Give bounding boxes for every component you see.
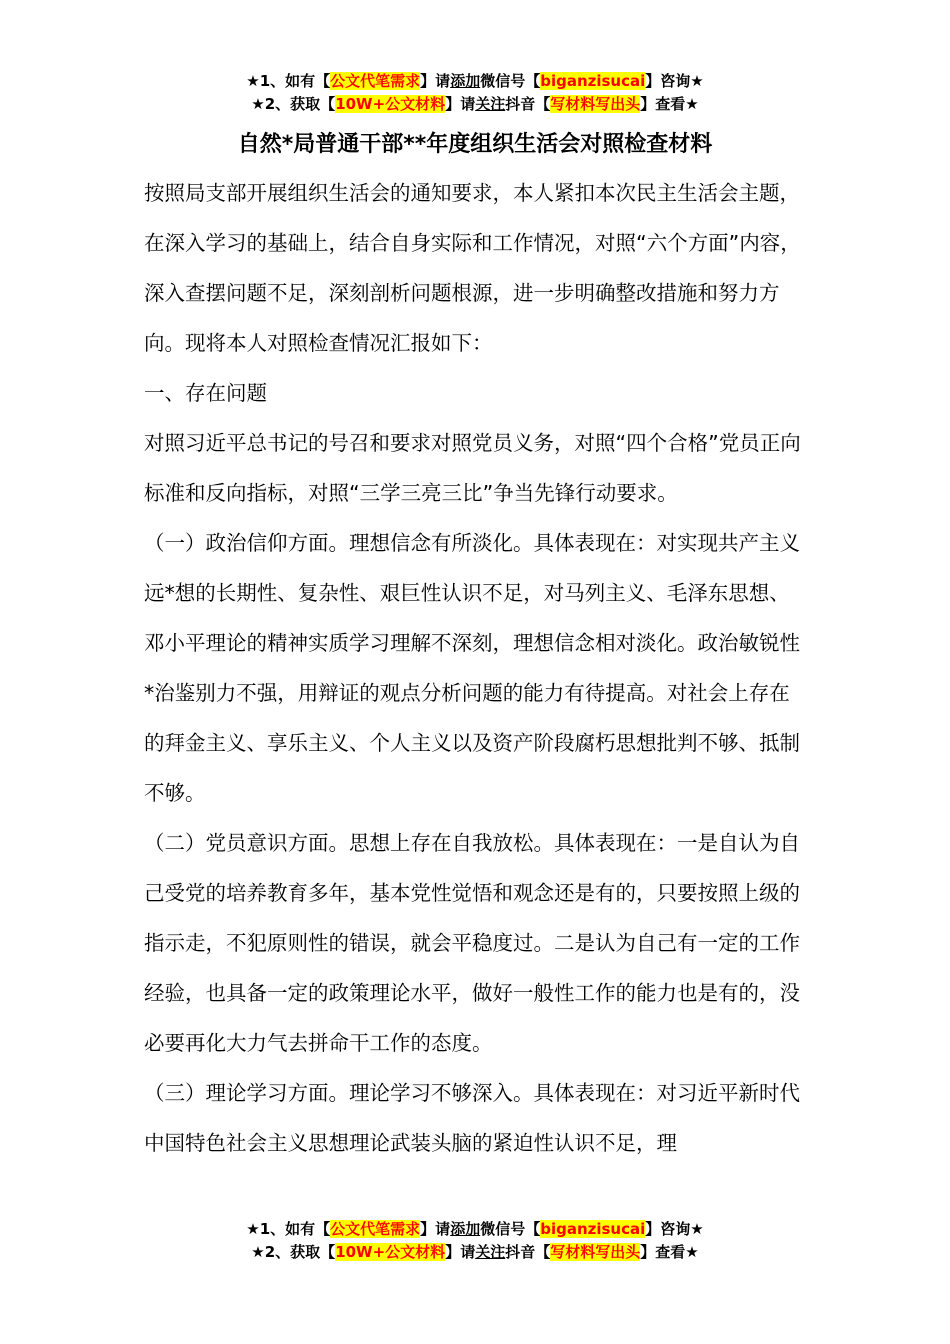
promo-text: 】请 [445, 95, 476, 113]
promo-text: 微信号【 [480, 1220, 541, 1238]
paragraph: （二）党员意识方面。思想上存在自我放松。具体表现在：一是自认为自己受党的培养教育多年，基本党性觉悟和观念还是有的，只要按照上级的指示走，不犯原则性的错误，就会平稳度过。二是认为自己有一定的工作经验，也具备一定的政策理论水平，做好一般性工作的能力也是有的，没必要再化大力气去拼命干工作的态度。 [144, 831, 800, 1055]
promo-text: 】请 [420, 72, 451, 90]
promo-text: 】查看★ [640, 1243, 699, 1261]
document-body [144, 168, 806, 1168]
promo-underlined: 添加 [450, 1220, 481, 1238]
paragraph: 按照局支部开展组织生活会的通知要求，本人紧扣本次民主生活会主题，在深入学习的基础上，结合自身实际和工作情况，对照“六个方面”内容，深入查摆问题不足，深刻剖析问题根源，进一步明确整改措施和努力方向。现将本人对照检查情况汇报如下： [144, 181, 801, 355]
promo-highlight: 写材料写出头 [550, 95, 641, 113]
paragraph: （三）理论学习方面。理论学习不够深入。具体表现在：对习近平新时代中国特色社会主义思想理论武装头脑的紧迫性认识不足，理 [144, 1081, 800, 1155]
promo-highlight: 10W+公文材料 [335, 1243, 446, 1261]
promo-text: 】查看★ [640, 95, 699, 113]
promo-text: 微信号【 [480, 72, 541, 90]
promo-underlined: 添加 [450, 72, 481, 90]
promo-text: ★1、如有【 [246, 1220, 331, 1238]
promo-text: 抖音【 [505, 95, 551, 113]
paragraph: 对照习近平总书记的号召和要求对照党员义务，对照“四个合格”党员正向标准和反向指标，对照“三学三亮三比”争当先锋行动要求。 [144, 431, 801, 505]
paragraph: （一）政治信仰方面。理想信念有所淡化。具体表现在：对实现共产主义远*想的长期性、复杂性、艰巨性认识不足，对马列主义、毛泽东思想、邓小平理论的精神实质学习理解不深刻，理想信念相对淡化。政治敏锐性*治鉴别力不强，用辩证的观点分析问题的能力有待提高。对社会上存在的拜金主义、享乐主义、个人主义以及资产阶段腐朽思想批判不够、抵制不够。 [144, 531, 800, 805]
promo-line-1 [0, 70, 950, 93]
promo-highlight: 10W+公文材料 [335, 95, 446, 113]
promo-text: ★2、获取【 [251, 95, 336, 113]
promo-text: 】咨询★ [645, 72, 704, 90]
promo-underlined: 关注 [475, 1243, 506, 1261]
promo-line-2 [0, 93, 950, 116]
promo-highlight: 公文代笔需求 [330, 72, 421, 90]
promo-highlight: biganzisucai [540, 1220, 646, 1238]
promo-text: 】咨询★ [645, 1220, 704, 1238]
promo-line-2 [0, 1241, 950, 1264]
section-heading: 一、存在问题 [144, 381, 267, 405]
promo-underlined: 关注 [475, 95, 506, 113]
promo-text: 】请 [445, 1243, 476, 1261]
promo-highlight: biganzisucai [540, 72, 646, 90]
promo-text: ★1、如有【 [246, 72, 331, 90]
promo-highlight: 公文代笔需求 [330, 1220, 421, 1238]
promo-text: ★2、获取【 [251, 1243, 336, 1261]
promo-highlight: 写材料写出头 [550, 1243, 641, 1261]
promo-text: 抖音【 [505, 1243, 551, 1261]
bottom-promo-banner [0, 1218, 950, 1264]
promo-text: 】请 [420, 1220, 451, 1238]
document-title: 自然*局普通干部**年度组织生活会对照检查材料 [237, 132, 713, 157]
promo-line-1 [0, 1218, 950, 1241]
top-promo-banner [0, 70, 950, 116]
